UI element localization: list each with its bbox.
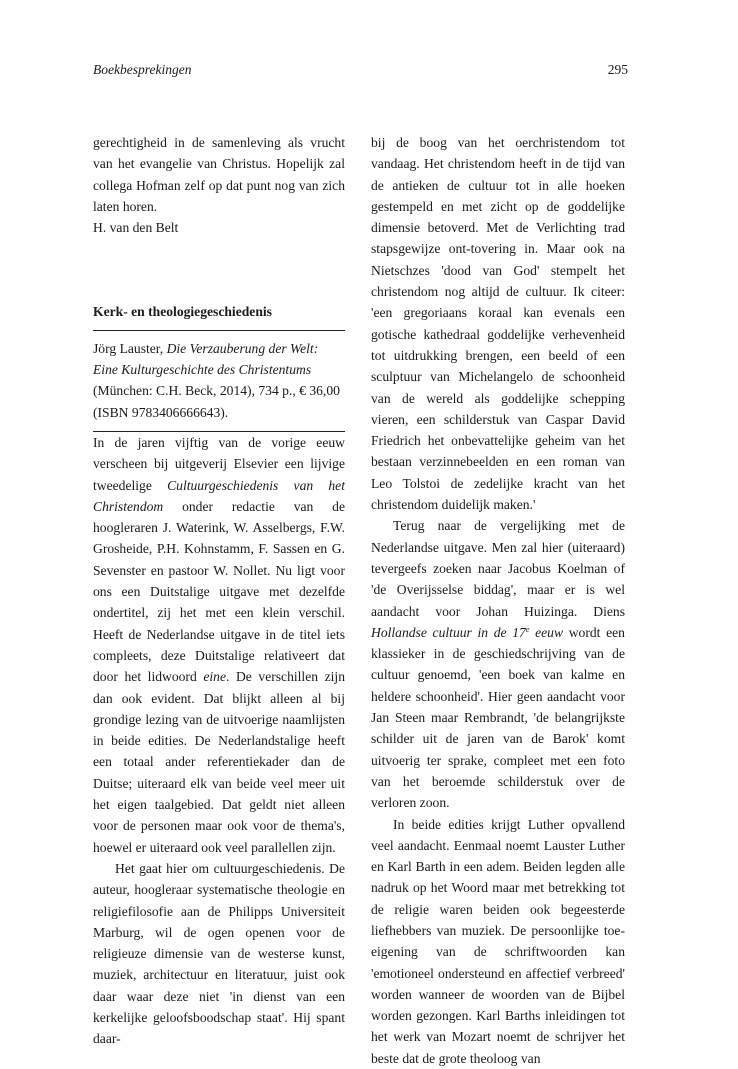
- reviewer-signature: H. van den Belt: [93, 217, 345, 238]
- book-title-line-1: Die Verzauberung der Welt:: [167, 341, 319, 356]
- left-column: [93, 132, 345, 1050]
- bibliographic-entry: [93, 331, 345, 431]
- running-head: Boekbesprekingen: [93, 62, 191, 78]
- emphasized-word: eine: [203, 669, 226, 684]
- section-heading: Kerk- en theologiegeschiedenis: [93, 301, 345, 322]
- publication-info: (München: C.H. Beck, 2014), 734 p., € 36,00: [93, 380, 345, 401]
- review-paragraph-4: In beide edities krijgt Luther opvallend veel aandacht. Eenmaal noemt Lauster Luther en Karl Barth in een adem. Beiden legden alle nadruk op het Woord maar met betrekking tot de religie waren beiden ook begeesterde liefhebbers van muziek. De persoonlijke toe-eigening van de schriftwoorden kan 'emotioneel ondersteund en affectief verbreed' worden wanneer de woorden van de Bijbel worden gezongen. Karl Barths inleidingen tot het werk van Mozart noemt de schrijver het beste dat de grote theoloog van: [371, 814, 625, 1069]
- review-paragraph-2: Het gaat hier om cultuurgeschiedenis. De auteur, hoogleraar systematische theologie en religiefilosofie aan de Philipps Universiteit Marburg, wil de ogen openen voor de religieuze dimensie van de westerse kunst, muziek, architectuur en literatuur, juist ook daar waar deze niet 'in dienst van een kerkelijke geloofsboodschap staat'. Hij spant daar-: [93, 858, 345, 1050]
- book-title-line-2: Eine Kulturgeschichte des Christentums: [93, 362, 311, 377]
- book-author: Jörg Lauster,: [93, 341, 167, 356]
- page-number: 295: [592, 62, 628, 78]
- review-paragraph-1: In de jaren vijftig van de vorige eeuw verscheen bij uitgeverij Elsevier een lijvige tweedelige Cultuurgeschiedenis van het Christendom onder redactie van de hoogleraren J. Waterink, W. Asselbergs, F.W. Grosheide, P.H. Kohnstamm, F. Sassen en G. Sevenster en pastoor W. Nollet. Nu ligt voor ons een Duitstalige uitgave met dezelfde ondertitel, zij het met een klein verschil. Heeft de Nederlandse uitgave in de titel iets compleets, deze Duitstalige relativeert dat door het lidwoord eine. De verschillen zijn dan ook evident. Dat blijkt alleen al bij grondige lezing van de uitvoerige naamlijsten in beide edities. De Nederlandstalige heeft een totaal ander referentiekader dan de Duitse; uiteraard elk van beide veel meer uit het eigen taalgebied. Dat geldt niet alleen voor de personen maar ook voor de thema's, hoewel er uiteraard ook veel parallellen zijn.: [93, 432, 345, 858]
- isbn: (ISBN 9783406666643).: [93, 402, 345, 423]
- review-paragraph-3: Terug naar de vergelijking met de Nederlandse uitgave. Men zal hier (uiteraard) tevergeefs zoeken naar Jacobus Koelman of 'de Overijsselse biddag', maar er is wel aandacht voor Johan Huizinga. Diens Hollandse cultuur in de 17e eeuw wordt een klassieker in de geschiedschrijving van de cultuur genoemd, 'een boek van kalme en heldere schoonheid'. Hier geen aandacht voor Jan Steen maar Rembrandt, 'de belangrijkste schilder uit de jaren van de Barok' komt uitvoerig ter sprake, compleet met een foto van het beroemde schilderstuk over de verloren zoon.: [371, 515, 625, 813]
- work-title: Cultuurgeschiedenis van het Christendom: [93, 478, 345, 514]
- continued-paragraph: gerechtigheid in de samenleving als vrucht van het evangelie van Christus. Hopelijk zal collega Hofman zelf op dat punt nog van zich laten horen.: [93, 132, 345, 217]
- huizinga-title: Hollandse cultuur in de 17e eeuw: [371, 625, 563, 640]
- right-column: [371, 132, 625, 1069]
- continued-paragraph-right: bij de boog van het oerchristendom tot vandaag. Het christendom heeft in de tijd van de antieken de cultuur tot in alle hoeken gestempeld en met zicht op de goddelijke dimensie betoverd. Met de Verlichting trad stapsgewijze ont-tovering in. Maar ook na Nietschzes 'dood van God' stempelt het christendom nog altijd de cultuur. Ik citeer: 'een gregoriaans koraal kan evenals een gotische kathedraal goddelijke verhevenheid tot uitdrukking brengen, een beeld of een sculptuur van Michelangelo de schoonheid van de wereld als goddelijke schepping vieren, een schilderstuk van Caspar David Friedrich het onbevattelijke geheim van het bestaan verzinnebeelden en een roman van Leo Tolstoi de zedelijke kracht van het christendom duidelijk maken.': [371, 132, 625, 515]
